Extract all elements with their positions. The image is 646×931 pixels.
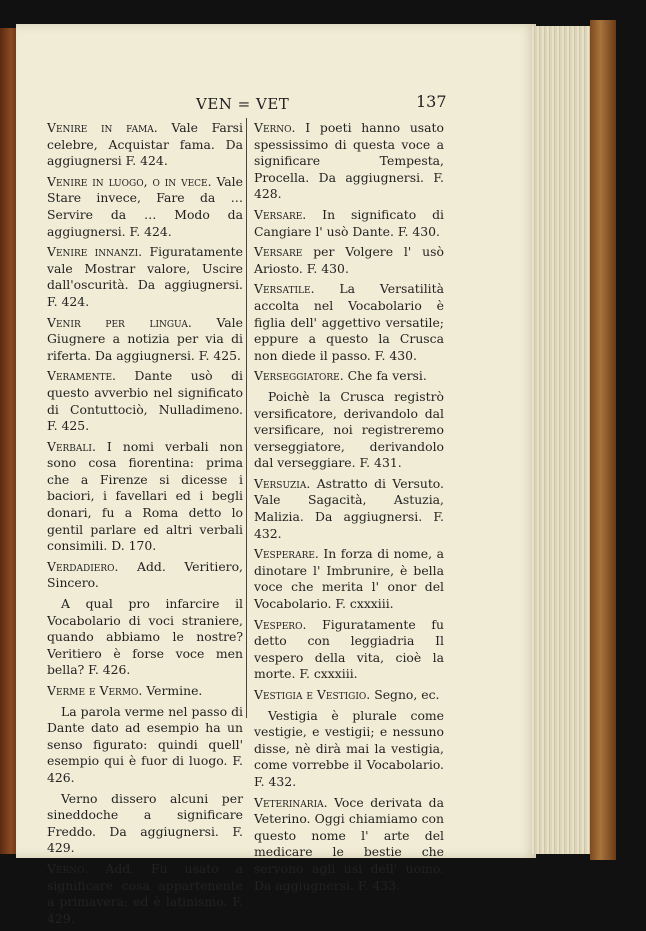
entry-text: Figuratamente fu detto con leggiadria Il vespero della vita, cioè la morte. F. cxxxiii. xyxy=(254,616,444,682)
entry-text: Segno, ec. xyxy=(374,687,440,702)
body-paragraph xyxy=(254,389,444,472)
dictionary-entry xyxy=(47,683,243,700)
dictionary-entry xyxy=(47,861,243,927)
entry-text: Figuratamente vale Mostrar valore, Uscire dall'oscurità. Da aggiugnersi. F. 424. xyxy=(47,244,243,309)
column-divider xyxy=(246,118,247,718)
entry-text: La parola verme nel passo di Dante dato ad esempio ha un senso figurato: quindi quell' esempio qui è fuor di luogo. F. 426. xyxy=(47,703,243,785)
entry-text: Astratto di Versuto. Vale Sagacità, Astuzia, Malizia. Da aggiugnersi. F. 432. xyxy=(254,475,444,541)
entry-headword: Vesperare. xyxy=(254,546,319,562)
dictionary-entry xyxy=(47,315,243,365)
entry-headword: Venir per lingua. xyxy=(47,314,192,330)
dictionary-entry xyxy=(47,174,243,240)
entry-headword: Versatile. xyxy=(254,281,315,297)
entry-text: In forza di nome, a dinotare l' Imbrunire, è bella voce che merita l' onor del Vocabolario. F. cxxxiii. xyxy=(254,546,444,612)
entry-text: Che fa versi. xyxy=(347,368,427,384)
entry-headword: Veterinaria. xyxy=(254,794,328,810)
dictionary-entry xyxy=(47,439,243,555)
entry-headword: Verno. xyxy=(47,860,89,876)
body-paragraph xyxy=(47,596,243,679)
entry-headword: Verno. xyxy=(254,120,296,135)
body-paragraph xyxy=(254,708,444,791)
dictionary-entry xyxy=(47,120,243,170)
page-edges xyxy=(532,26,594,854)
entry-text: Vale Stare invece, Fare da … Servire da … Modo da aggiugnersi. F. 424. xyxy=(47,173,243,239)
left-column xyxy=(47,120,243,931)
book-cover-right xyxy=(590,20,616,860)
entry-headword: Verseggiatore. xyxy=(254,368,344,384)
entry-text: per Volgere l' usò Ariosto. F. 430. xyxy=(254,244,444,276)
dictionary-entry xyxy=(254,207,444,240)
entry-headword: Versare. xyxy=(254,206,307,222)
entry-headword: Verme e Vermo. xyxy=(47,683,143,698)
entry-text: Voce derivata da Veterino. Oggi chiamiamo con questo nome l' arte del medicare le bestie che servono agli usi dell' uomo. Da aggiugnersi. F. 433. xyxy=(254,794,444,893)
entry-text: Dante usò di questo avverbio nel significato di Contuttociò, Nulladimeno. F. 425. xyxy=(47,368,243,434)
body-paragraph xyxy=(47,791,243,857)
entry-text: Add. Fu usato a significare cosa appartenente a primavera; ed è latinismo. F. 429. xyxy=(47,860,243,926)
dictionary-entry xyxy=(254,368,444,385)
entry-text: La Versatilità accolta nel Vocabolario è figlia dell' aggettivo versatile; eppure a questo la Crusca non diede il passo. F. 430. xyxy=(254,281,444,363)
entry-text: I poeti hanno usato spessissimo di questa voce a significare Tempesta, Procella. Da aggiugnersi. F. 428. xyxy=(254,120,444,202)
dictionary-entry xyxy=(254,281,444,364)
running-head: VEN = VET xyxy=(196,95,290,113)
entry-text: Vermine. xyxy=(146,683,203,698)
entry-headword: Versuzia. xyxy=(254,475,311,491)
entry-headword: Venire innanzi. xyxy=(47,244,143,260)
entry-text: In significato di Cangiare l' usò Dante. F. 430. xyxy=(254,206,444,239)
entry-text: Verno dissero alcuni per sineddoche a significare Freddo. Da aggiugnersi. F. 429. xyxy=(47,790,243,856)
page-number: 137 xyxy=(416,92,447,111)
entry-headword: Vestigia e Vestigio. xyxy=(254,687,371,702)
dictionary-entry xyxy=(254,687,444,704)
dictionary-entry xyxy=(254,476,444,542)
entry-headword: Venire in fama. xyxy=(47,120,158,135)
dictionary-entry xyxy=(254,244,444,277)
entry-headword: Verdadiero. xyxy=(47,558,119,574)
right-column xyxy=(254,120,444,898)
dictionary-entry xyxy=(47,368,243,434)
entry-headword: Verbali. xyxy=(47,438,96,454)
body-paragraph xyxy=(47,704,243,787)
entry-text: Add. Veritiero, Sincero. xyxy=(47,558,243,591)
dictionary-entry xyxy=(254,120,444,203)
entry-text: Poichè la Crusca registrò versificatore, derivandolo dal versificare, noi registreremo verseggiatore, derivandolo dal verseggiare. F. 431. xyxy=(254,388,444,471)
entry-headword: Veramente. xyxy=(47,368,116,384)
dictionary-entry xyxy=(254,617,444,683)
dictionary-entry xyxy=(254,546,444,612)
entry-text: Vale Farsi celebre, Acquistar fama. Da aggiugnersi F. 424. xyxy=(47,120,243,169)
entry-text: A qual pro infarcire il Vocabolario di voci straniere, quando abbiamo le nostre? Veritiero è forse voce men bella? F. 426. xyxy=(47,596,243,678)
dictionary-entry xyxy=(47,244,243,310)
entry-text: I nomi verbali non sono cosa fiorentina: prima che a Firenze si dicesse i baciori, i favellari ed i begli donari, fu a Roma detto lo gentil parlare ed altri verbali consimili. D. 170. xyxy=(47,438,243,554)
entry-headword: Versare xyxy=(254,244,303,260)
dictionary-entry xyxy=(47,559,243,592)
entry-headword: Venire in luogo, o in vece. xyxy=(47,173,212,189)
dictionary-entry xyxy=(254,795,444,895)
entry-text: Vale Giugnere a notizia per via di riferta. Da aggiugnersi. F. 425. xyxy=(47,314,243,363)
entry-text: Vestigia è plurale come vestigie, e vestigii; e nessuno disse, nè dirà mai la vestigia, come vorrebbe il Vocabolario. F. 432. xyxy=(254,707,444,789)
entry-headword: Vespero. xyxy=(254,616,307,632)
